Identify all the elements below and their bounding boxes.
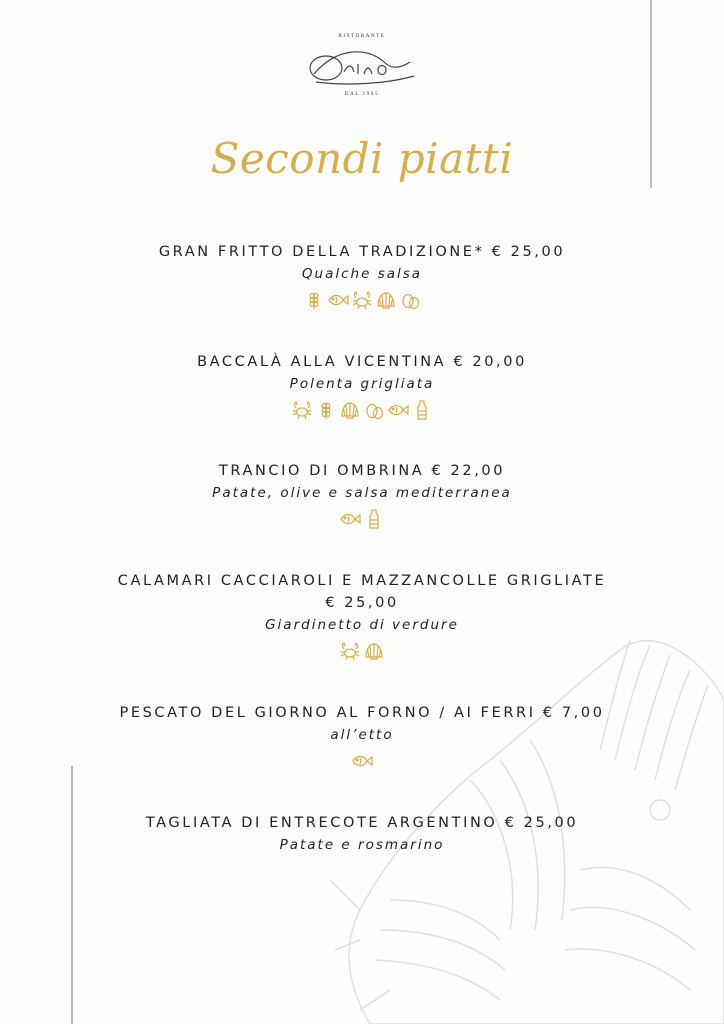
milk-bottle-icon: [411, 399, 433, 421]
logo-since: DAL 1965: [344, 92, 380, 97]
fish-icon: [339, 508, 361, 530]
shell-icon: [339, 399, 361, 421]
crab-icon: [339, 640, 361, 662]
dish-name: TAGLIATA DI ENTRECOTE ARGENTINO € 25,00: [145, 815, 579, 831]
allergen-icons: [0, 399, 724, 421]
wheat-icon: [315, 399, 337, 421]
menu-item: [0, 812, 724, 856]
logo-signature-icon: [306, 42, 418, 90]
dish-description: Patate, olive e salsa mediterranea: [212, 485, 512, 501]
shell-icon: [375, 289, 397, 311]
allergen-icons: [0, 750, 724, 772]
decorative-rule-bottom: [71, 766, 73, 1024]
dish-name: TRANCIO DI OMBRINA € 22,00: [218, 463, 506, 479]
shell-icon: [363, 640, 385, 662]
allergen-icons: [0, 289, 724, 311]
dish-name: GRAN FRITTO DELLA TRADIZIONE* € 25,00: [158, 244, 566, 260]
restaurant-logo: [292, 30, 432, 102]
menu-item: [0, 460, 724, 530]
dish-name: CALAMARI CACCIAROLI E MAZZANCOLLE GRIGLIATE: [117, 573, 607, 589]
allergen-icons: [0, 508, 724, 530]
dish-price: € 25,00: [325, 595, 399, 611]
dish-name: PESCATO DEL GIORNO AL FORNO / AI FERRI € 7,00: [119, 705, 605, 721]
logo-tagline: RISTORANTE: [338, 34, 386, 39]
dish-description: Qualche salsa: [301, 266, 423, 282]
egg-icon: [399, 289, 421, 311]
allergen-icons: [0, 640, 724, 662]
menu-item: [0, 570, 724, 662]
page-title: Secondi piatti: [210, 134, 514, 183]
dish-name: BACCALÀ ALLA VICENTINA € 20,00: [197, 354, 527, 370]
wheat-icon: [303, 289, 325, 311]
crab-icon: [291, 399, 313, 421]
fish-icon: [351, 750, 373, 772]
menu-item: [0, 702, 724, 772]
dish-description: Patate e rosmarino: [279, 837, 445, 853]
fish-icon: [327, 289, 349, 311]
crab-icon: [351, 289, 373, 311]
milk-bottle-icon: [363, 508, 385, 530]
dish-description: all’etto: [330, 727, 394, 743]
dish-description: Polenta grigliata: [289, 376, 435, 392]
dish-description: Giardinetto di verdure: [265, 617, 459, 633]
menu-item: [0, 351, 724, 421]
egg-icon: [363, 399, 385, 421]
fish-icon: [387, 399, 409, 421]
menu-item: [0, 241, 724, 311]
